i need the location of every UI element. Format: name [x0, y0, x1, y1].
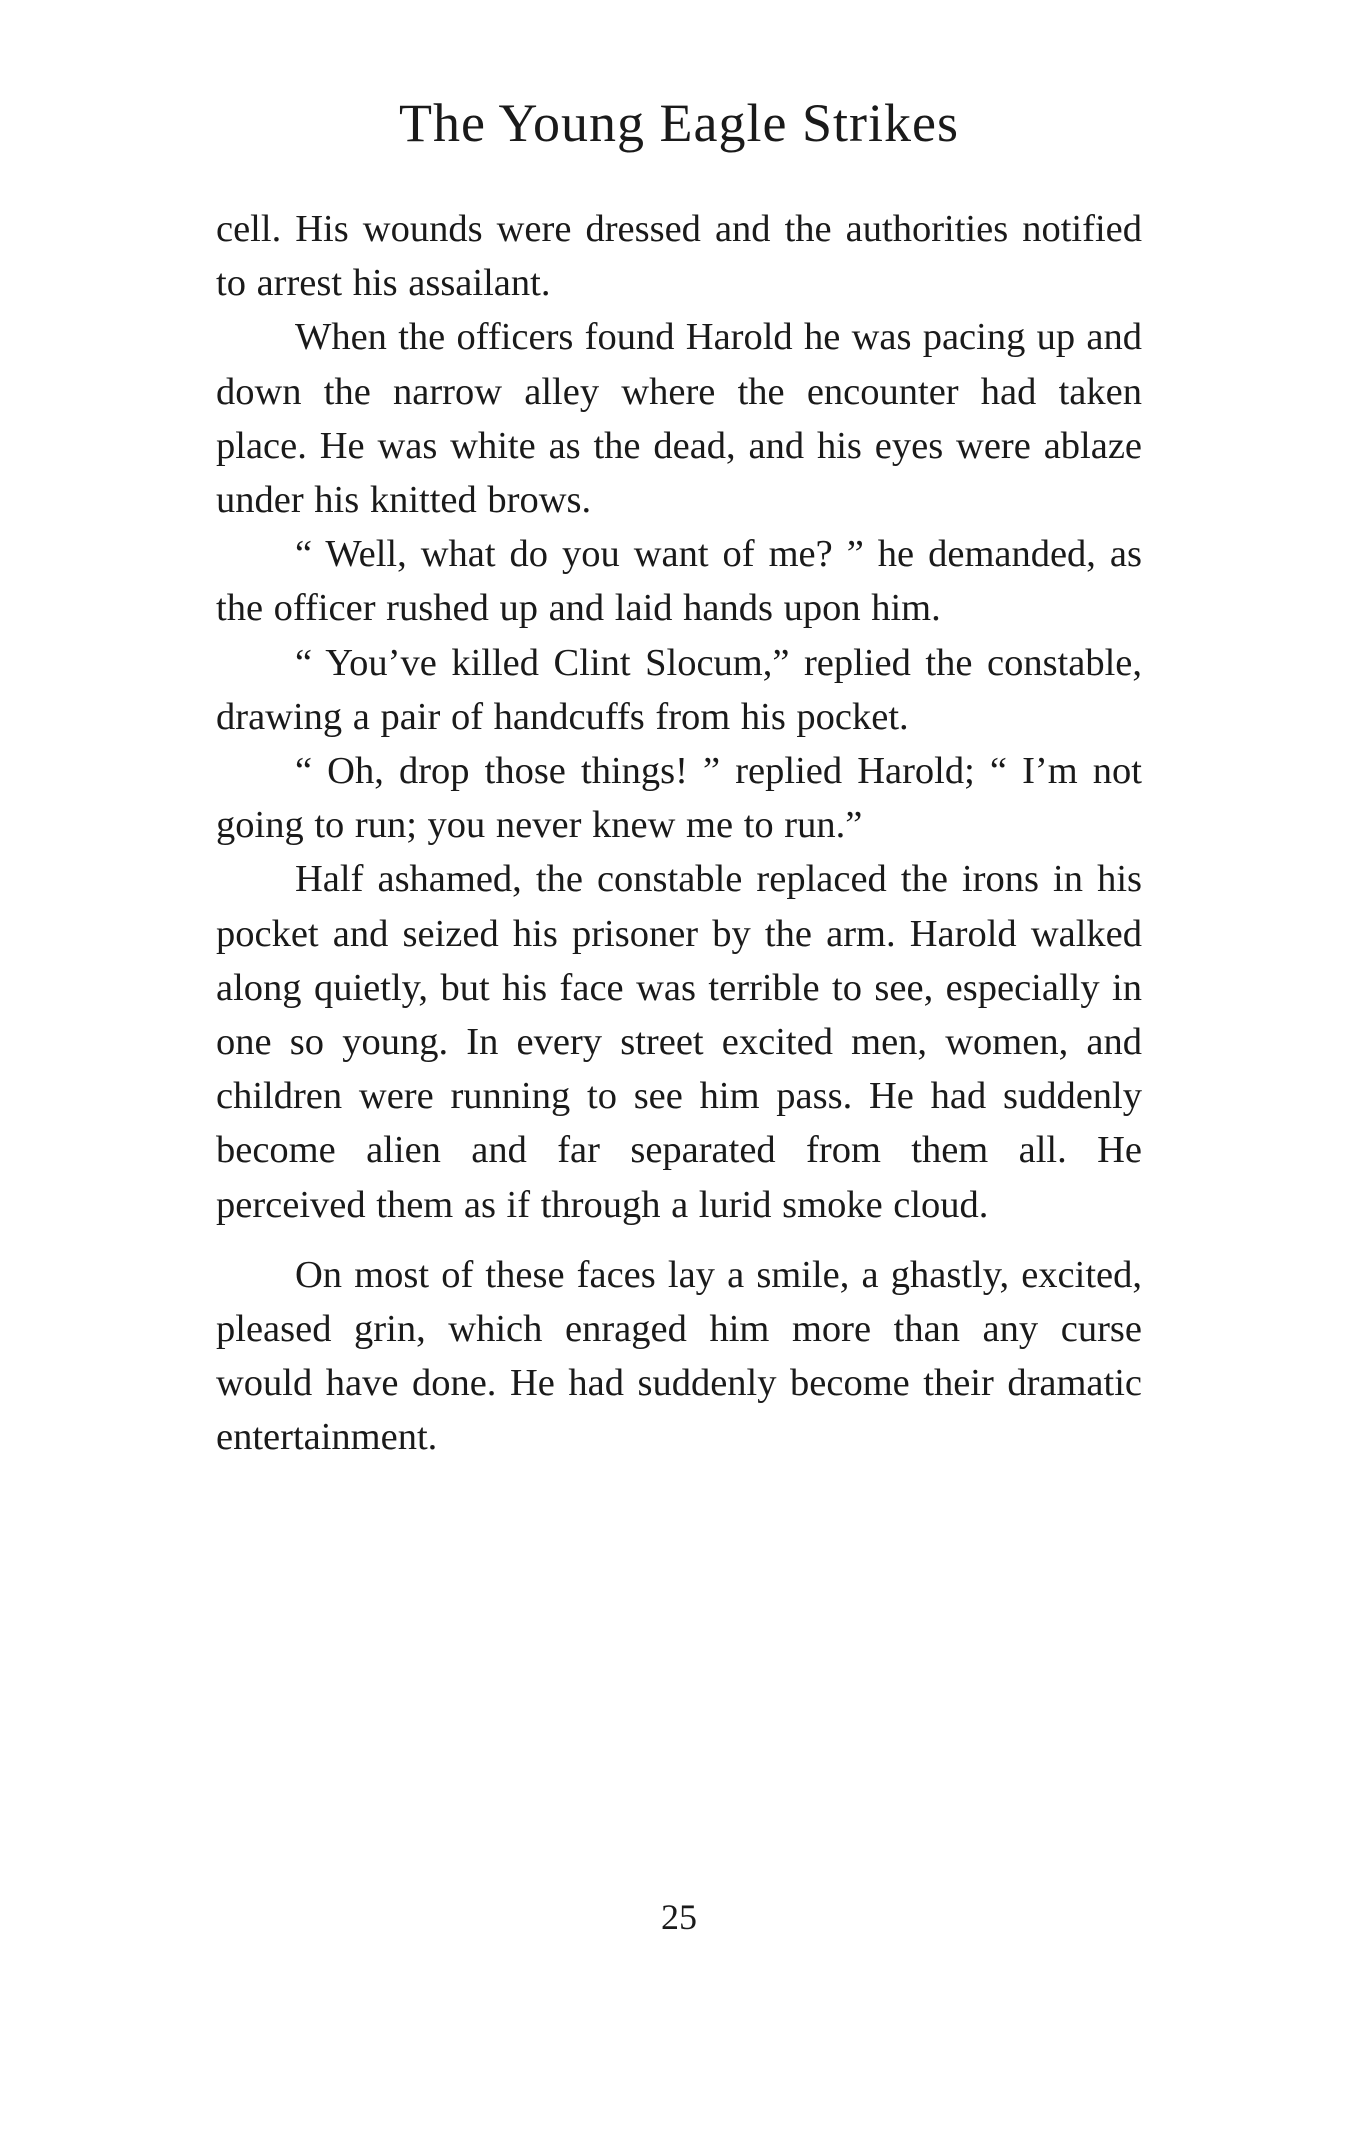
- body-text: [216, 202, 1142, 1465]
- paragraph-4: “ You’ve killed Clint Slocum,” replied the constable, drawing a pair of handcuffs from his pocket.: [216, 641, 1142, 738]
- paragraph-1: cell. His wounds were dressed and the authorities notified to arrest his assailant.: [216, 208, 1142, 305]
- book-page: [216, 93, 1142, 1937]
- paragraph-3: “ Well, what do you want of me? ” he demanded, as the officer rushed up and laid hands upon him.: [216, 533, 1142, 630]
- paragraph-2: When the officers found Harold he was pacing up and down the narrow alley where the encounter had taken place. He was white as the dead, and his eyes were ablaze under his knitted brows.: [216, 316, 1142, 522]
- paragraph-5: “ Oh, drop those things! ” replied Harold; “ I’m not going to run; you never knew me to run.”: [216, 750, 1142, 847]
- running-head-title: The Young Eagle Strikes: [399, 93, 959, 153]
- paragraph-7: On most of these faces lay a smile, a ghastly, excited, pleased grin, which enraged him more than any curse would have done. He had suddenly become their dramatic entertainment.: [216, 1253, 1142, 1459]
- page-number: 25: [661, 1897, 697, 1937]
- paragraph-6: Half ashamed, the constable replaced the irons in his pocket and seized his prisoner by the arm. Harold walked along quietly, but his face was terrible to see, especially in one so young. In every street excited men, women, and children were running to see him pass. He had suddenly become alien and far separated from them all. He perceived them as if through a lurid smoke cloud.: [216, 858, 1142, 1226]
